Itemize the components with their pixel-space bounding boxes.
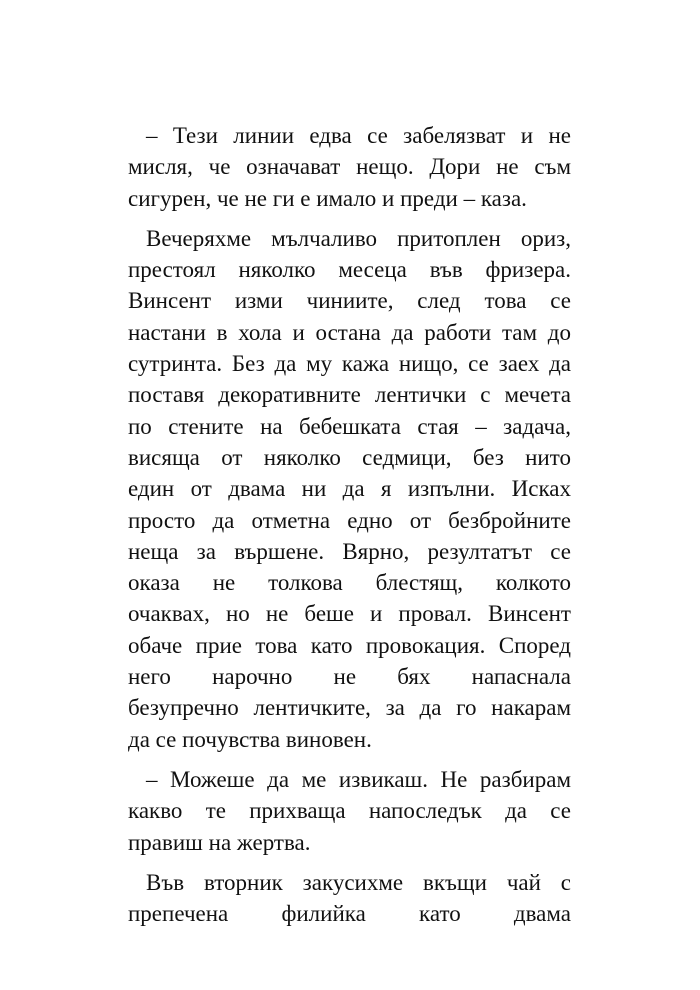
- text-line: – Можеше да ме извикаш. Не разбирам: [146, 766, 571, 792]
- text-line: сигурен, че не ги е имало и преди – каза.: [128, 185, 527, 211]
- paragraph: [128, 120, 571, 214]
- text-line: по стените на бебешката стая – задача,: [128, 413, 571, 439]
- text-line: оказа не толкова блестящ, колкото: [128, 570, 571, 596]
- text-line: какво те прихваща напоследък да се: [128, 798, 571, 824]
- text-line: Вечеряхме мълчаливо притоплен ориз,: [146, 225, 571, 251]
- text-line: очаквах, но не беше и провал. Винсент: [128, 601, 571, 627]
- book-page: [128, 120, 571, 938]
- text-line: правиш на жертва.: [128, 829, 311, 855]
- text-line: безупречно лентичките, за да го накарам: [128, 695, 571, 721]
- text-line: престоял няколко месеца във фризера.: [128, 257, 571, 283]
- text-line: Винсент изми чиниите, след това се: [128, 288, 571, 314]
- text-line: настани в хола и остана да работи там до: [128, 319, 571, 345]
- text-line: един от двама ни да я изпълни. Исках: [128, 476, 571, 502]
- text-line: – Тези линии едва се забелязват и не: [146, 123, 571, 148]
- text-line: сутринта. Без да му кажа нищо, се заех да: [128, 351, 571, 377]
- text-line: поставя декоративните лентички с мечета: [128, 382, 571, 408]
- text-line: препечена филийка като двама: [128, 901, 571, 927]
- text-line: просто да отметна едно от безбройните: [128, 507, 571, 533]
- text-line: обаче прие това като провокация. Според: [128, 632, 571, 658]
- text-line: да се почувства виновен.: [128, 726, 372, 752]
- text-line: висяща от няколко седмици, без нито: [128, 444, 571, 470]
- paragraph: [128, 867, 571, 930]
- text-line: него нарочно не бях напаснала: [128, 664, 571, 690]
- paragraph: [128, 764, 571, 858]
- text-line: Във вторник закусихме вкъщи чай с: [146, 869, 571, 895]
- text-line: неща за вършене. Вярно, резултатът се: [128, 538, 571, 564]
- paragraph: [128, 223, 571, 755]
- text-line: мисля, че означават нещо. Дори не съм: [128, 154, 571, 180]
